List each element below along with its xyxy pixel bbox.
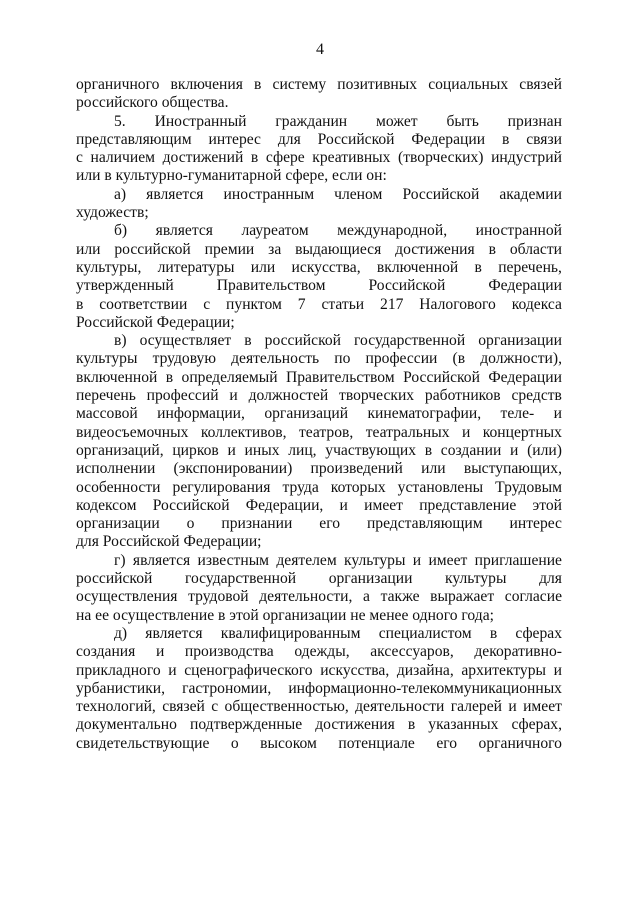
word: Иностранный xyxy=(154,112,247,130)
text-line: на ее осуществление в этой организации не менее одного года; xyxy=(76,606,494,624)
word: Российской xyxy=(368,277,446,295)
word: позитивных xyxy=(337,76,418,93)
word: с xyxy=(211,698,219,716)
word: признан xyxy=(507,112,562,130)
word: в xyxy=(250,149,259,167)
word: Правительством xyxy=(216,277,326,295)
text-line xyxy=(76,149,562,167)
word: интерес xyxy=(208,130,261,148)
word: имеет xyxy=(523,698,562,716)
word: гастрономии, xyxy=(182,679,272,697)
text-line xyxy=(76,643,562,661)
word: пунктом xyxy=(226,295,282,313)
word: театров, xyxy=(298,423,354,441)
word: творческих xyxy=(339,387,415,405)
word: труда xyxy=(282,478,319,496)
text-line: художеств; xyxy=(76,204,149,222)
text-line xyxy=(76,387,562,405)
word: академии xyxy=(499,185,562,203)
word: работников xyxy=(424,387,501,405)
word: концертных xyxy=(482,423,562,441)
word: и xyxy=(155,643,165,661)
text-line xyxy=(76,515,562,533)
text-line xyxy=(76,460,562,478)
word: иных xyxy=(244,441,280,459)
word: литературы xyxy=(157,258,235,276)
word: выступающих, xyxy=(463,460,562,478)
text-line xyxy=(76,332,562,350)
word: органичного xyxy=(76,76,160,93)
word: свидетельствующие xyxy=(76,734,210,752)
word: цирков xyxy=(172,441,219,459)
word: особенности xyxy=(76,478,161,496)
word: и xyxy=(412,551,422,569)
word: дизайна, xyxy=(396,661,454,679)
word: профессий xyxy=(146,387,219,405)
word: перечень, xyxy=(498,258,562,276)
word: государственной xyxy=(184,570,297,588)
text-line xyxy=(76,552,562,570)
text-line xyxy=(76,479,562,497)
word: в xyxy=(76,295,84,313)
word: членом xyxy=(334,185,383,203)
word: для xyxy=(277,130,301,148)
word: в xyxy=(407,716,416,734)
word: является xyxy=(145,624,203,642)
text-line xyxy=(76,625,562,643)
word: государственной xyxy=(354,332,466,350)
word: индустрий xyxy=(491,149,562,167)
text-line xyxy=(76,698,562,716)
word: и xyxy=(508,698,517,716)
word: представляющим xyxy=(366,515,483,533)
word: деятельности, xyxy=(259,588,353,606)
word: культуры, xyxy=(76,258,142,276)
word: Налогового xyxy=(419,295,496,313)
word: сфере xyxy=(265,149,305,167)
word: культуры xyxy=(76,350,138,368)
word: по xyxy=(334,350,351,368)
word: связей xyxy=(162,698,205,716)
word: включенной xyxy=(376,258,459,276)
word: известным xyxy=(197,551,270,569)
word: креативных xyxy=(312,149,391,167)
word: является xyxy=(146,185,204,203)
word: одежды, xyxy=(294,643,350,661)
word: сценографического xyxy=(184,661,313,679)
word: связей xyxy=(519,76,562,93)
word: согласие xyxy=(504,588,562,606)
text-line xyxy=(76,186,562,204)
text-line xyxy=(76,259,562,277)
word: регулирования xyxy=(172,478,271,496)
word: которых xyxy=(330,478,386,496)
word: и xyxy=(339,496,348,514)
word: урбанистики, xyxy=(76,679,166,697)
word: видеосъемочных xyxy=(76,423,189,441)
word: должностей xyxy=(248,387,329,405)
text-line xyxy=(76,424,562,442)
word: и xyxy=(168,661,177,679)
word: галерей xyxy=(450,698,502,716)
word: и xyxy=(553,661,562,679)
text-line xyxy=(76,76,562,94)
word: 217 xyxy=(380,295,404,313)
word: Федерации xyxy=(411,130,486,148)
word: осуществления xyxy=(76,588,178,606)
word: культуры xyxy=(445,570,507,588)
word: области xyxy=(509,240,562,258)
word: потенциале xyxy=(338,734,415,752)
word: культуры xyxy=(344,551,406,569)
word: архитектуры xyxy=(461,661,547,679)
word: сферах, xyxy=(511,716,562,734)
word: с xyxy=(203,295,211,313)
word: иностранным xyxy=(223,185,315,203)
text-line xyxy=(76,131,562,149)
word: российской xyxy=(114,240,191,258)
word: трудовой xyxy=(188,588,249,606)
word: осуществляет xyxy=(139,332,232,350)
word: средств xyxy=(511,387,562,405)
word: деятельность xyxy=(231,350,320,368)
word: представляющим xyxy=(76,130,192,148)
word: может xyxy=(376,112,418,130)
word: а xyxy=(363,588,370,606)
word: гражданин xyxy=(275,112,348,130)
word: соответствии xyxy=(99,295,188,313)
word: его xyxy=(319,515,341,533)
word: документально xyxy=(76,716,177,734)
word: общественностью, xyxy=(224,698,349,716)
word: кинематографии, xyxy=(367,405,482,423)
text-line xyxy=(76,350,562,368)
word: деятельности xyxy=(355,698,445,716)
word: признании xyxy=(221,515,293,533)
word: представление xyxy=(419,496,517,514)
word: имеет xyxy=(364,496,403,514)
word: исполнении xyxy=(76,460,156,478)
word: международной, xyxy=(337,222,448,240)
word: Трудовым xyxy=(495,478,562,496)
word: Российской xyxy=(317,130,395,148)
text-line xyxy=(76,113,562,131)
document-body xyxy=(76,76,562,753)
word: или xyxy=(421,460,446,478)
word: в xyxy=(474,258,482,276)
word: в xyxy=(254,76,262,93)
word: прикладного xyxy=(76,661,161,679)
word: кодекса xyxy=(511,295,562,313)
text-line xyxy=(76,442,562,460)
word: технологий, xyxy=(76,698,156,716)
text-line xyxy=(76,570,562,588)
word: этой xyxy=(532,496,562,514)
word: о xyxy=(230,734,239,752)
word: и xyxy=(229,387,238,405)
word: Российской xyxy=(152,496,230,514)
page-number: 4 xyxy=(316,41,324,58)
word: указанных xyxy=(428,716,499,734)
word: или xyxy=(76,240,101,258)
word: является xyxy=(155,222,213,240)
word: или xyxy=(250,258,276,276)
word: о xyxy=(186,515,195,533)
word: органичного xyxy=(478,734,562,752)
word: сферах xyxy=(515,624,562,642)
word: достижения xyxy=(315,716,395,734)
text-line: для Российской Федерации; xyxy=(76,533,262,551)
word: премии xyxy=(204,240,255,258)
text-line xyxy=(76,716,562,734)
word: и xyxy=(553,405,562,423)
word: участвующих xyxy=(325,441,417,459)
word: а) xyxy=(114,185,127,203)
text-line xyxy=(76,662,562,680)
word: имеет xyxy=(428,551,468,569)
word: организаций, xyxy=(76,441,164,459)
word: определяемый xyxy=(181,368,278,386)
text-line: или в культурно-гуманитарной сфере, если он: xyxy=(76,167,387,185)
word: искусства, xyxy=(291,258,361,276)
word: Федерации xyxy=(488,368,562,386)
word: с xyxy=(76,149,83,167)
word: также xyxy=(380,588,420,606)
word: Российской xyxy=(402,185,480,203)
word: является xyxy=(132,551,191,569)
word: кодексом xyxy=(76,496,137,514)
word: и xyxy=(461,423,471,441)
word: Правительством xyxy=(286,368,395,386)
word: (в xyxy=(452,350,466,368)
word: информации, xyxy=(157,405,245,423)
word: в xyxy=(488,240,496,258)
word: Федерации, xyxy=(245,496,324,514)
word: организации xyxy=(328,570,413,588)
word: лиц, xyxy=(288,441,317,459)
word: организаций xyxy=(264,405,349,423)
text-line xyxy=(76,277,562,295)
word: создания xyxy=(76,643,136,661)
word: установлены xyxy=(397,478,484,496)
text-line xyxy=(76,369,562,387)
word: квалифицированным xyxy=(220,624,361,642)
word: искусства, xyxy=(320,661,390,679)
word: должности), xyxy=(480,350,562,368)
word: подтвержденные xyxy=(189,716,303,734)
word: его xyxy=(436,734,458,752)
word: профессии xyxy=(365,350,438,368)
text-line: российского общества. xyxy=(76,94,229,112)
word: достижений xyxy=(162,149,244,167)
text-line: Российской Федерации; xyxy=(76,313,235,331)
word: в xyxy=(244,332,252,350)
word: социальных xyxy=(428,76,509,93)
text-line xyxy=(76,241,562,259)
word: в xyxy=(165,368,174,386)
word: утвержденный xyxy=(76,277,174,295)
word: статьи xyxy=(321,295,365,313)
word: в xyxy=(501,130,510,148)
word: б) xyxy=(114,222,128,240)
word: декоративно- xyxy=(474,643,562,661)
word: (творческих) xyxy=(398,149,484,167)
word: производства xyxy=(184,643,274,661)
word: организации xyxy=(478,332,562,350)
word: за xyxy=(268,240,282,258)
word: российской xyxy=(76,570,153,588)
word: выражает xyxy=(430,588,495,606)
word: теле- xyxy=(500,405,535,423)
word: в xyxy=(424,441,433,459)
word: приглашение xyxy=(474,551,562,569)
word: Федерации xyxy=(488,277,562,295)
text-line xyxy=(76,405,562,423)
word: систему xyxy=(272,76,327,93)
text-line xyxy=(76,222,562,240)
word: информационно-телекоммуникационных xyxy=(288,679,562,697)
word: массовой xyxy=(76,405,138,423)
word: достижения xyxy=(395,240,475,258)
word: коллективов, xyxy=(200,423,287,441)
word: включенной xyxy=(76,368,158,386)
word: аксессуаров, xyxy=(370,643,454,661)
word: включения xyxy=(170,76,243,93)
word: г) xyxy=(114,551,126,569)
word: Российской xyxy=(403,368,480,386)
word: (экспонировании) xyxy=(173,460,293,478)
word: в xyxy=(489,624,498,642)
word: наличием xyxy=(90,149,156,167)
text-line xyxy=(76,497,562,515)
word: создании xyxy=(440,441,502,459)
text-line xyxy=(76,735,562,753)
word: высоком xyxy=(260,734,317,752)
text-line xyxy=(76,296,562,314)
word: специалистом xyxy=(378,624,472,642)
word: быть xyxy=(446,112,479,130)
word: произведений xyxy=(310,460,403,478)
word: в) xyxy=(114,332,127,350)
word: лауреатом xyxy=(241,222,309,240)
word: выдающиеся xyxy=(295,240,382,258)
word: 5. xyxy=(114,112,126,130)
word: перечень xyxy=(76,387,136,405)
text-line xyxy=(76,680,562,698)
word: д) xyxy=(114,624,128,642)
text-line xyxy=(76,588,562,606)
word: деятелем xyxy=(276,551,337,569)
word: для xyxy=(539,570,562,588)
word: интерес xyxy=(509,515,562,533)
word: организации xyxy=(76,515,160,533)
word: трудовую xyxy=(152,350,216,368)
word: и xyxy=(227,441,236,459)
word: 7 xyxy=(297,295,306,313)
word: иностранной xyxy=(475,222,562,240)
word: связи xyxy=(526,130,562,148)
word: театральных xyxy=(365,423,450,441)
word: (или) xyxy=(527,441,562,459)
word: российской xyxy=(264,332,342,350)
word: и xyxy=(510,441,519,459)
